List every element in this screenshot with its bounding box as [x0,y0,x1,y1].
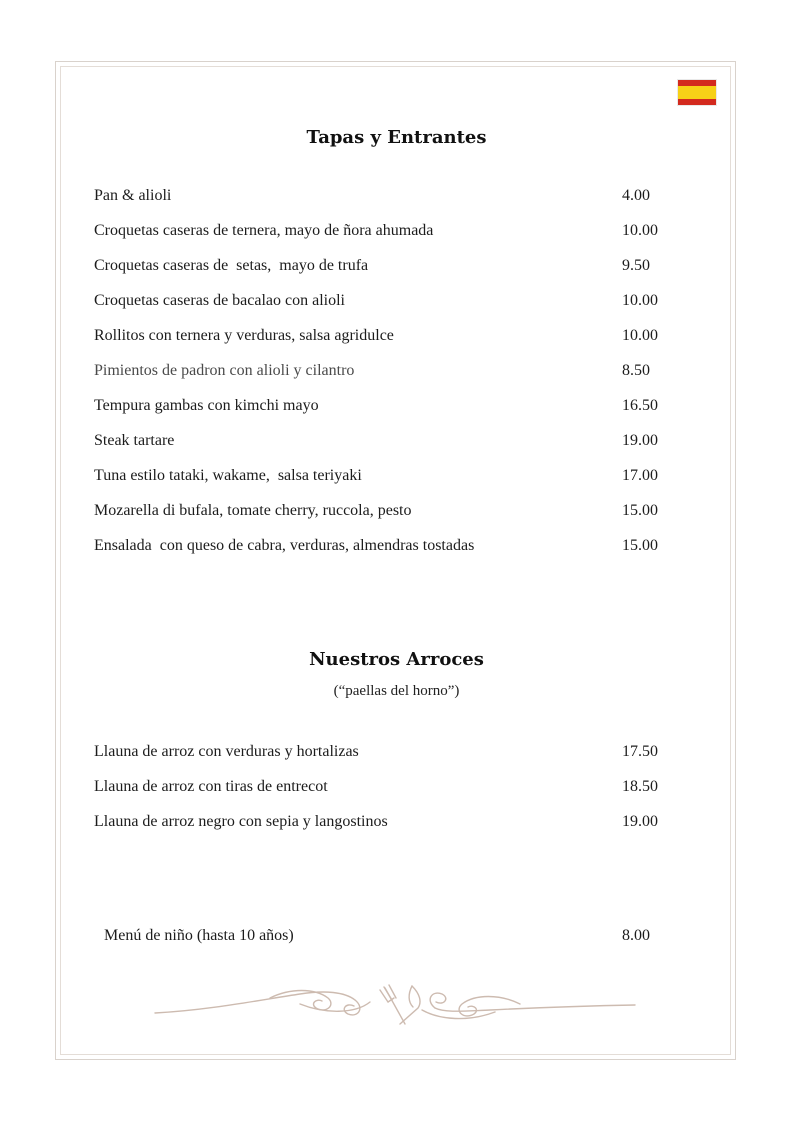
menu-item [94,292,714,316]
menu-item-price: 9.50 [622,257,650,274]
menu-item [94,432,714,456]
menu-item [94,467,714,491]
menu-item [94,222,714,246]
menu-item-price: 15.00 [622,537,658,554]
menu-item-name: Pan & alioli [94,187,172,204]
menu-item-price: 15.00 [622,502,658,519]
menu-item [94,362,714,386]
menu-item-price: 10.00 [622,292,658,309]
menu-item-price: 17.00 [622,467,658,484]
menu-item [94,187,714,211]
menu-item-name: Croquetas caseras de setas, mayo de trufa [94,257,369,274]
menu-item-name: Tempura gambas con kimchi mayo [94,397,319,414]
section-title-arroces: Nuestros Arroces [309,649,484,670]
menu-item-price: 4.00 [622,187,650,204]
menu-item-name: Ensalada con queso de cabra, verduras, almendras tostadas [94,537,475,554]
menu-item-price: 10.00 [622,327,658,344]
menu-item [94,502,714,526]
menu-item-name: Llauna de arroz negro con sepia y langostinos [94,813,388,830]
menu-item-name: Pimientos de padron con alioli y cilantro [94,362,355,379]
kids-menu-price: 8.00 [622,927,650,944]
menu-item [94,743,714,767]
menu-item [94,813,714,837]
menu-item-name: Croquetas caseras de bacalao con alioli [94,292,345,309]
menu-item-price: 16.50 [622,397,658,414]
menu-item-name: Mozarella di bufala, tomate cherry, ruccola, pesto [94,502,412,519]
kids-menu-item [104,927,724,951]
menu-item [94,397,714,421]
menu-item-name: Llauna de arroz con tiras de entrecot [94,778,328,795]
kids-menu-name: Menú de niño (hasta 10 años) [104,927,294,944]
menu-item-price: 19.00 [622,432,658,449]
menu-item-price: 8.50 [622,362,650,379]
menu-item [94,257,714,281]
menu-item [94,537,714,561]
menu-item-price: 19.00 [622,813,658,830]
menu-item-name: Llauna de arroz con verduras y hortalizas [94,743,359,760]
menu-item-name: Tuna estilo tataki, wakame, salsa teriyaki [94,467,362,484]
menu-item-price: 17.50 [622,743,658,760]
menu-item-name: Rollitos con ternera y verduras, salsa agridulce [94,327,394,344]
fork-knife-flourish-icon [150,980,640,1030]
menu-item-price: 18.50 [622,778,658,795]
menu-item-name: Steak tartare [94,432,175,449]
menu-item-price: 10.00 [622,222,658,239]
menu-item-name: Croquetas caseras de ternera, mayo de ñora ahumada [94,222,434,239]
section-title-tapas: Tapas y Entrantes [306,127,487,148]
spain-flag-icon[interactable] [678,80,716,105]
menu-item [94,327,714,351]
section-subtitle-arroces: (“paellas del horno”) [333,683,460,699]
menu-item [94,778,714,802]
